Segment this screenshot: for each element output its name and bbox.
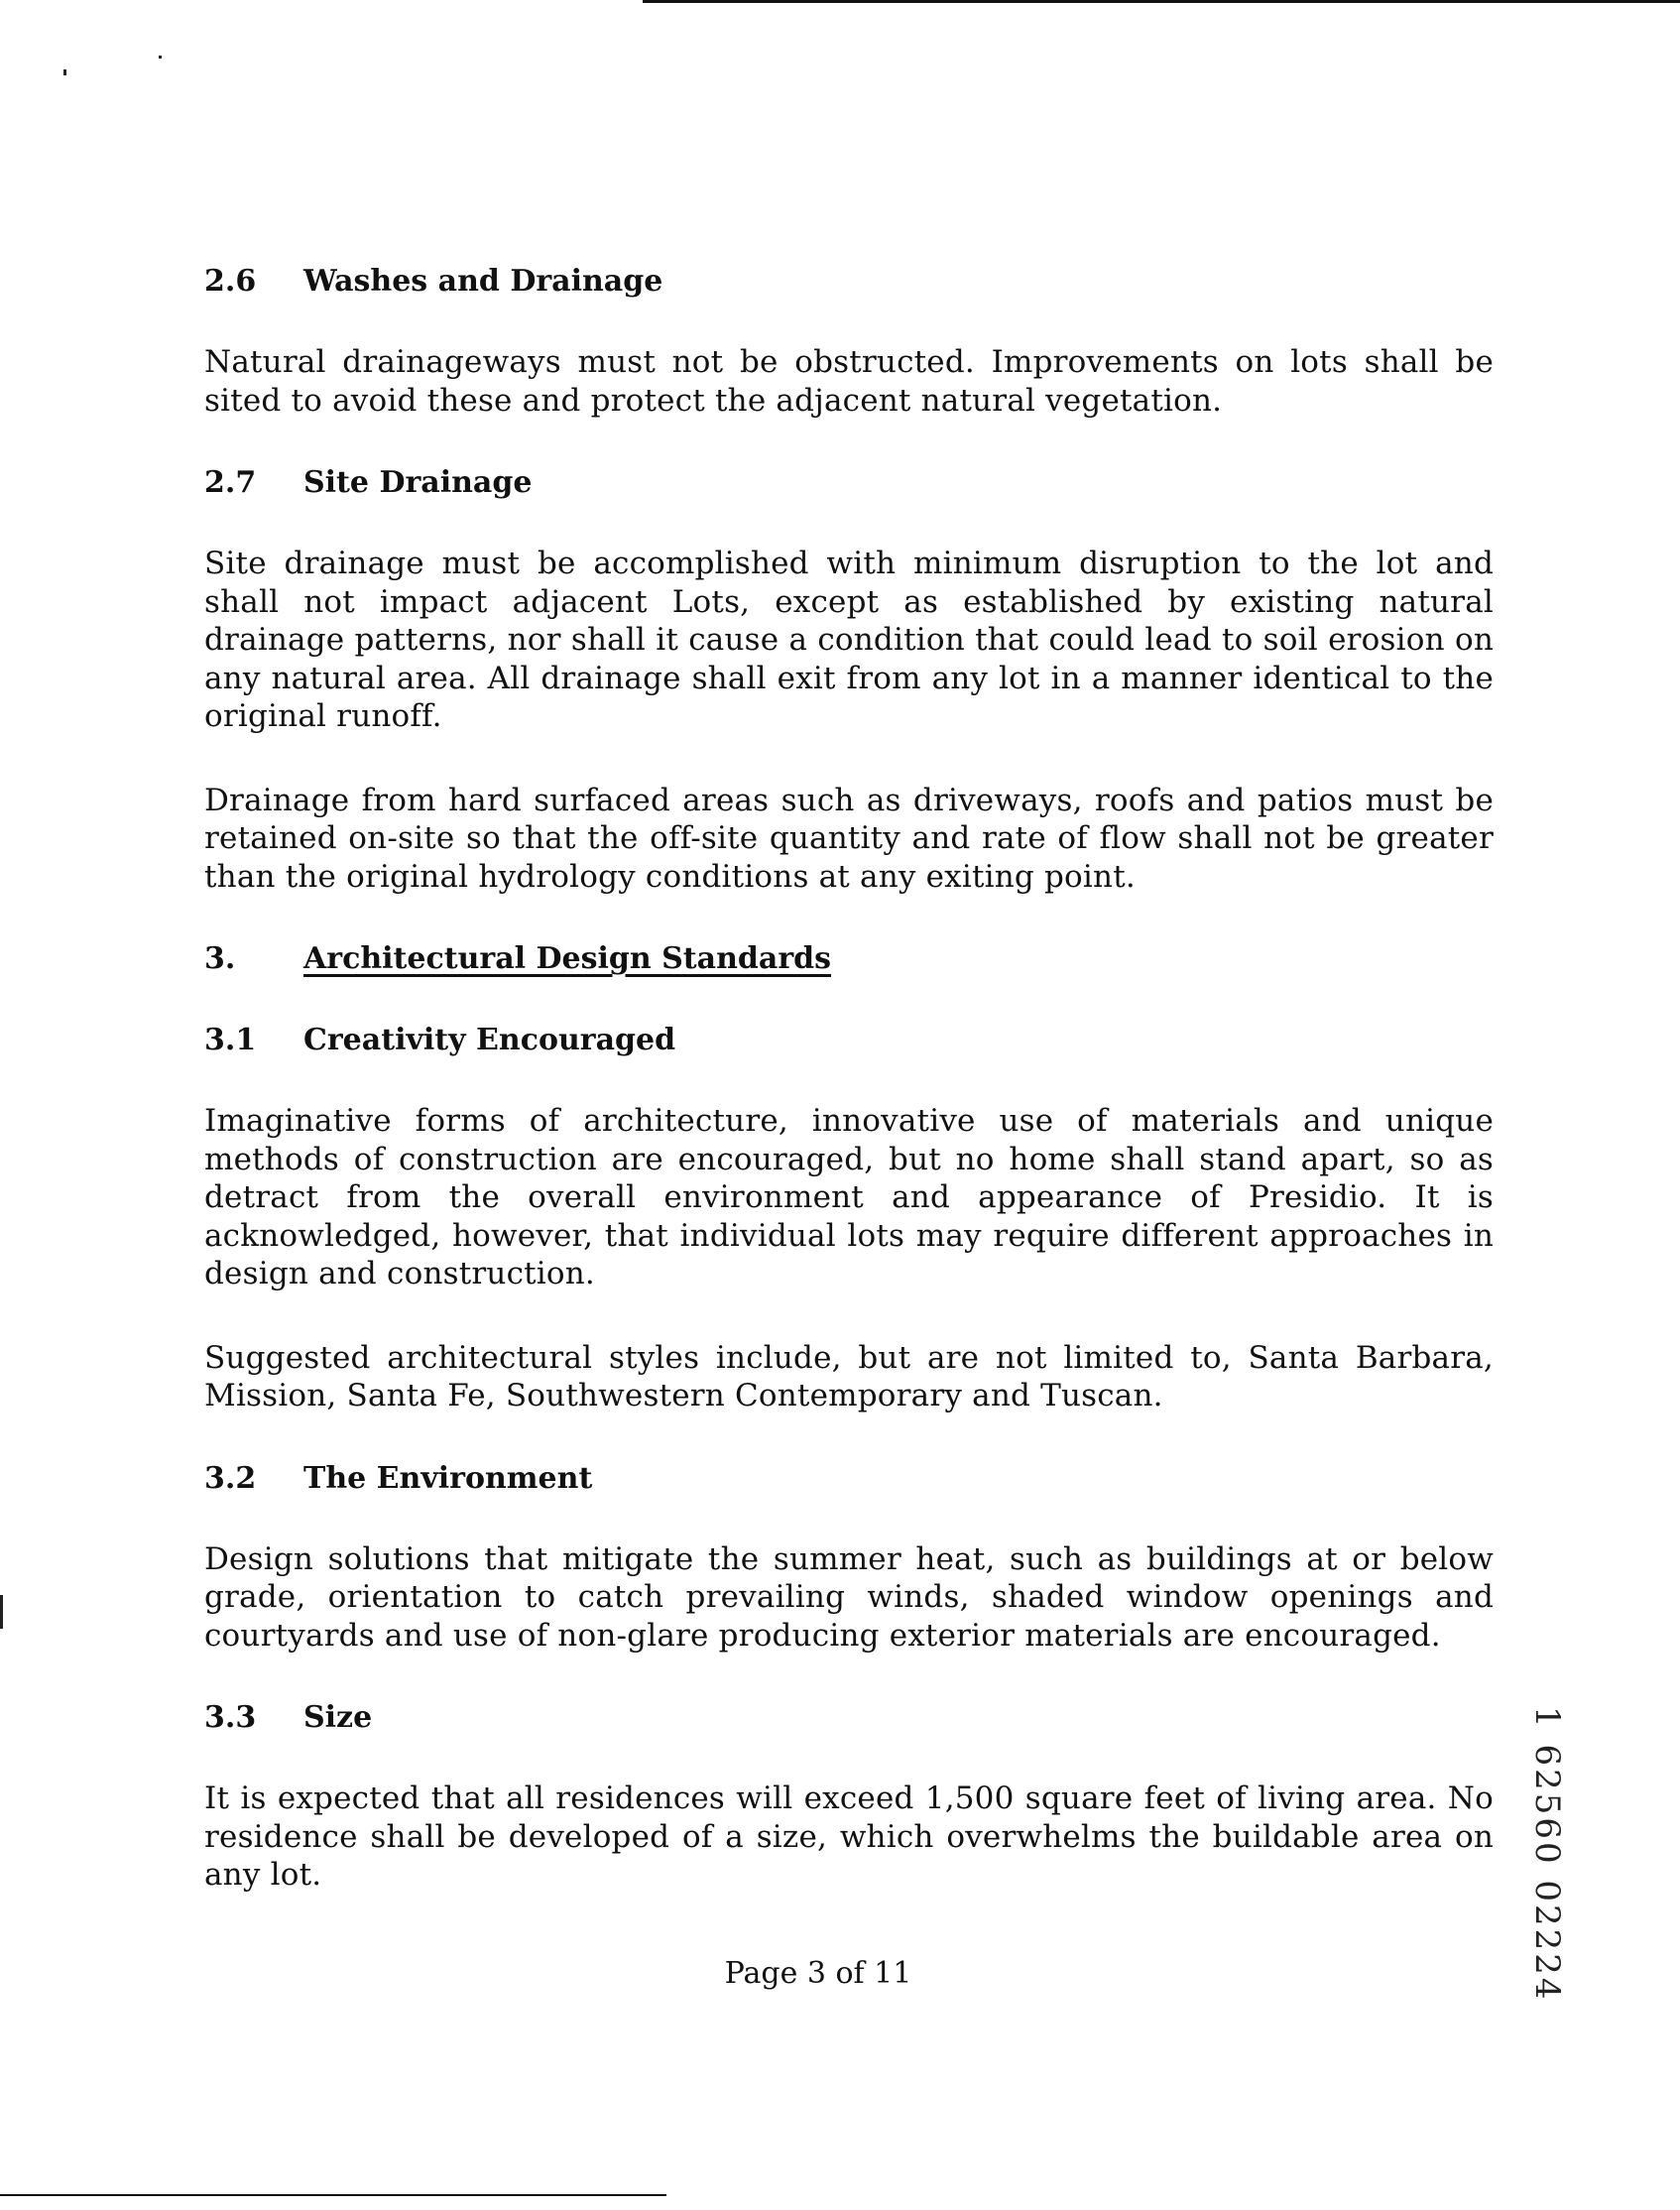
paragraph: Design solutions that mitigate the summer heat, such as buildings at or below grade, orientation to catch prevailing winds, shaded window openings and courtyards and use of non-glare producing exterior materials are encouraged.	[204, 1540, 1494, 1654]
section-number: 3.	[204, 941, 236, 976]
bates-number: 1 62560 02224	[1527, 1706, 1567, 2003]
section-heading-2-7	[204, 465, 1494, 501]
paragraph: Natural drainageways must not be obstructed. Improvements on lots shall be sited to avoid these and protect the adjacent natural vegetation.	[204, 344, 1494, 419]
scan-edge-left	[0, 1595, 3, 1629]
paragraph: Imaginative forms of architecture, innovative use of materials and unique methods of construction are encouraged, but no home shall stand apart, so as detract from the overall environment and appearance of Presidio. It is acknowledged, however, that individual lots may require different approaches in design and construction.	[204, 1103, 1494, 1291]
paragraph: It is expected that all residences will exceed 1,500 square feet of living area. No residence shall be developed of a size, which overwhelms the buildable area on any lot.	[204, 1780, 1494, 1893]
section-title: Creativity Encouraged	[303, 1023, 676, 1057]
major-section-heading	[204, 941, 1494, 977]
section-number: 3.2	[204, 1460, 257, 1496]
section-heading-2-6	[204, 264, 1494, 300]
section-number: 2.7	[204, 465, 257, 500]
paragraph: Drainage from hard surfaced areas such as driveways, roofs and patios must be retained on-site so that the off-site quantity and rate of flow shall not be greater than the original hydrology conditions at any exiting point.	[204, 782, 1494, 895]
scan-edge-bottom	[0, 2194, 666, 2196]
section-heading-3-2	[204, 1461, 1494, 1497]
paragraph: Site drainage must be accomplished with minimum disruption to the lot and shall not impact adjacent Lots, except as established by existing natural drainage patterns, nor shall it cause a condition that could lead to soil erosion on any natural area. All drainage shall exit from any lot in a manner identical to the original runoff.	[204, 546, 1494, 734]
scan-edge-top	[643, 0, 1680, 3]
section-title: The Environment	[303, 1460, 593, 1496]
paragraph: Suggested architectural styles include, but are not limited to, Santa Barbara, Mission, Santa Fe, Southwestern Contemporary and Tuscan.	[204, 1339, 1494, 1413]
section-title: Site Drainage	[303, 465, 533, 500]
scan-speck	[159, 56, 162, 59]
section-title: Architectural Design Standards	[303, 941, 832, 976]
section-number: 3.1	[204, 1023, 257, 1057]
page-number: Page 3 of 11	[724, 1956, 912, 1991]
section-title: Size	[303, 1700, 373, 1735]
section-heading-3-1	[204, 1023, 1494, 1058]
scan-speck	[63, 69, 66, 75]
section-number: 2.6	[204, 264, 257, 299]
section-title: Washes and Drainage	[303, 264, 663, 299]
section-number: 3.3	[204, 1700, 257, 1735]
document-body	[204, 264, 1494, 1895]
section-heading-3-3	[204, 1700, 1494, 1736]
